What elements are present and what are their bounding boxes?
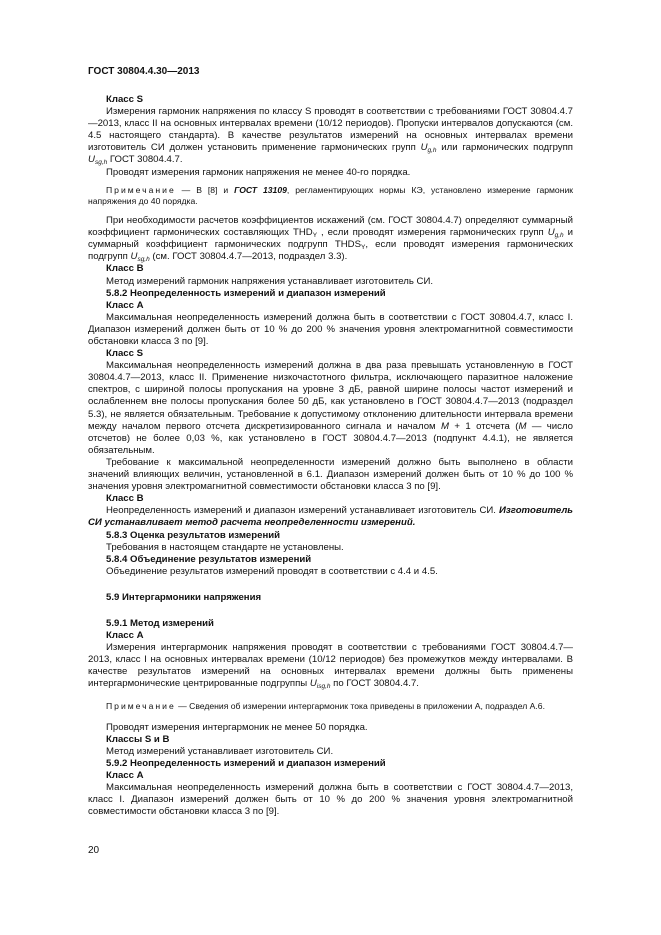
heading-classes-s-b: Классы S и B <box>106 733 170 745</box>
paragraph-class-s-method: Измерения гармоник напряжения по классу S проводят в соответствии с требованиями ГОСТ 30804.4.7—2013, класс II на основных интервалах времени (10/12 периодов). Пропуски интервалов допускаются (см. 4.5 настоящего стандарта). В качестве результатов измерений на основных интервалах времени изготовитель СИ должен установить применение гармонических групп $U_{g,h}$ или гармонических подгрупп $U_{sg,h}$ ГОСТ 30804.4.7. <box>88 106 573 167</box>
paragraph-distortion: При необходимости расчетов коэффициентов искажений (см. ГОСТ 30804.4.7) определяют суммарный коэффициент гармонических составляющих $THD_Y$ , если проводят измерения гармонических групп $U_{g,h}$ и суммарный коэффициент гармонических подгрупп $THDS_Y$, если проводят измерения гармонических подгрупп $U_{sg,h}$ (см. ГОСТ 30804.4.7—2013, подраздел 3.3). <box>88 215 573 264</box>
heading-class-s: Класс S <box>106 94 144 105</box>
paragraph-5-8-2-class-b: Неопределенность измерений и диапазон измерений устанавливает изготовитель СИ. Изготовитель СИ устанавливает метод расчета неопределенности измерений. <box>88 505 573 529</box>
heading-class-b: Класс B <box>106 263 144 275</box>
paragraph-interharmonic-order: Проводят измерения интергармоник не менее 50 порядка. <box>106 721 368 733</box>
page-header: ГОСТ 30804.4.30—2013 <box>88 66 200 77</box>
paragraph-5-8-2-influence: Требование к максимальной неопределенности измерений должно быть выполнено в области значений влияющих величин, установленной в 6.1. Диапазон измерений должен быть от 10 % до 100 % значения уровня электромагнитной совместимости обстановки класса 3 по [9]. <box>88 456 573 493</box>
heading-5-9-1-class-a: Класс A <box>106 630 144 642</box>
document-body <box>88 94 573 818</box>
paragraph-5-9-2-class-a: Максимальная неопределенность измерений должна быть в соответствии с ГОСТ 30804.4.7—2013, класс I. Диапазон измерений должен быть от 10 % до 200 % значения уровня электромагнитной совместимости обстановки класса 3 по [9]. <box>88 782 573 818</box>
heading-5-8-2: 5.8.2 Неопределенность измерений и диапазон измерений <box>106 287 386 299</box>
heading-5-8-2-class-a: Класс A <box>106 299 144 311</box>
paragraph-5-8-4: Объединение результатов измерений проводят в соответствии с 4.4 и 4.5. <box>106 565 438 577</box>
paragraph-5-8-2-class-a: Максимальная неопределенность измерений должна быть в соответствии с ГОСТ 30804.4.7, класс I. Диапазон измерений должен быть от 10 % до 200 % значения уровня электромагнитной совместимости обстановки класса 3 по [9]. <box>88 311 573 347</box>
heading-5-8-3: 5.8.3 Оценка результатов измерений <box>106 529 281 541</box>
note-harmonics: Примечание — В [8] и ГОСТ 13109, регламентирующих нормы КЭ, установлено измерение гармоник напряжения до 40 порядка. <box>88 184 574 206</box>
heading-5-8-4: 5.8.4 Объединение результатов измерений <box>106 553 312 565</box>
note-interharmonics: Примечание — Сведения об измерении интергармоник тока приведены в приложении А, подраздел А.6. <box>106 700 545 711</box>
heading-5-9-1: 5.9.1 Метод измерений <box>106 617 214 629</box>
paragraph-class-b-method: Метод измерений гармоник напряжения устанавливает изготовитель СИ. <box>106 275 434 287</box>
heading-5-8-2-class-b: Класс B <box>106 493 144 505</box>
paragraph-5-8-2-class-s: Максимальная неопределенность измерений должна в два раза превышать установленную в ГОСТ 30804.4.7—2013, класс II. Применение низкочастотного фильтра, исключающего паразитное наложение спектров, с шириной полосы пропускания на уровне 3 дБ, равной ширине полосы частот измерений и ослабленнем вне полосы пропускания более 50 дБ, как установлено в ГОСТ 30804.4.7—2013 (подраздел 5.3), не является обязательным. Требование к допустимому отклонению длительности интервала времени между началом первого отсчета дискретизированного сигнала и началом M + 1 отсчета (M — число отсчетов) не более 0,03 %, как установлено в ГОСТ 30804.4.7—2013 (подпункт 4.4.1), не является обязательным. <box>88 360 573 456</box>
heading-5-8-2-class-s: Класс S <box>106 348 144 360</box>
heading-5-9-2-class-a: Класс A <box>106 770 144 782</box>
paragraph-harmonic-order: Проводят измерения гармоник напряжения не менее 40-го порядка. <box>106 166 411 178</box>
paragraph-classes-s-b: Метод измерений устанавливает изготовитель СИ. <box>106 745 334 757</box>
paragraph-5-8-3: Требования в настоящем стандарте не установлены. <box>106 541 344 553</box>
paragraph-5-9-1-class-a: Измерения интергармоник напряжения проводят в соответствии с требованиями ГОСТ 30804.4.7—2013, класс I на основных интервалах времени (10/12 периодов) без промежутков между интервалами. В качестве результатов измерений на основных интервалах времени должны быть применены интергармонические центрированные подгруппы $U_{isg,h}$ по ГОСТ 30804.4.7. <box>88 642 573 691</box>
heading-5-9: 5.9 Интергармоники напряжения <box>106 591 262 603</box>
page-number: 20 <box>88 845 100 856</box>
heading-5-9-2: 5.9.2 Неопределенность измерений и диапазон измерений <box>106 758 386 770</box>
